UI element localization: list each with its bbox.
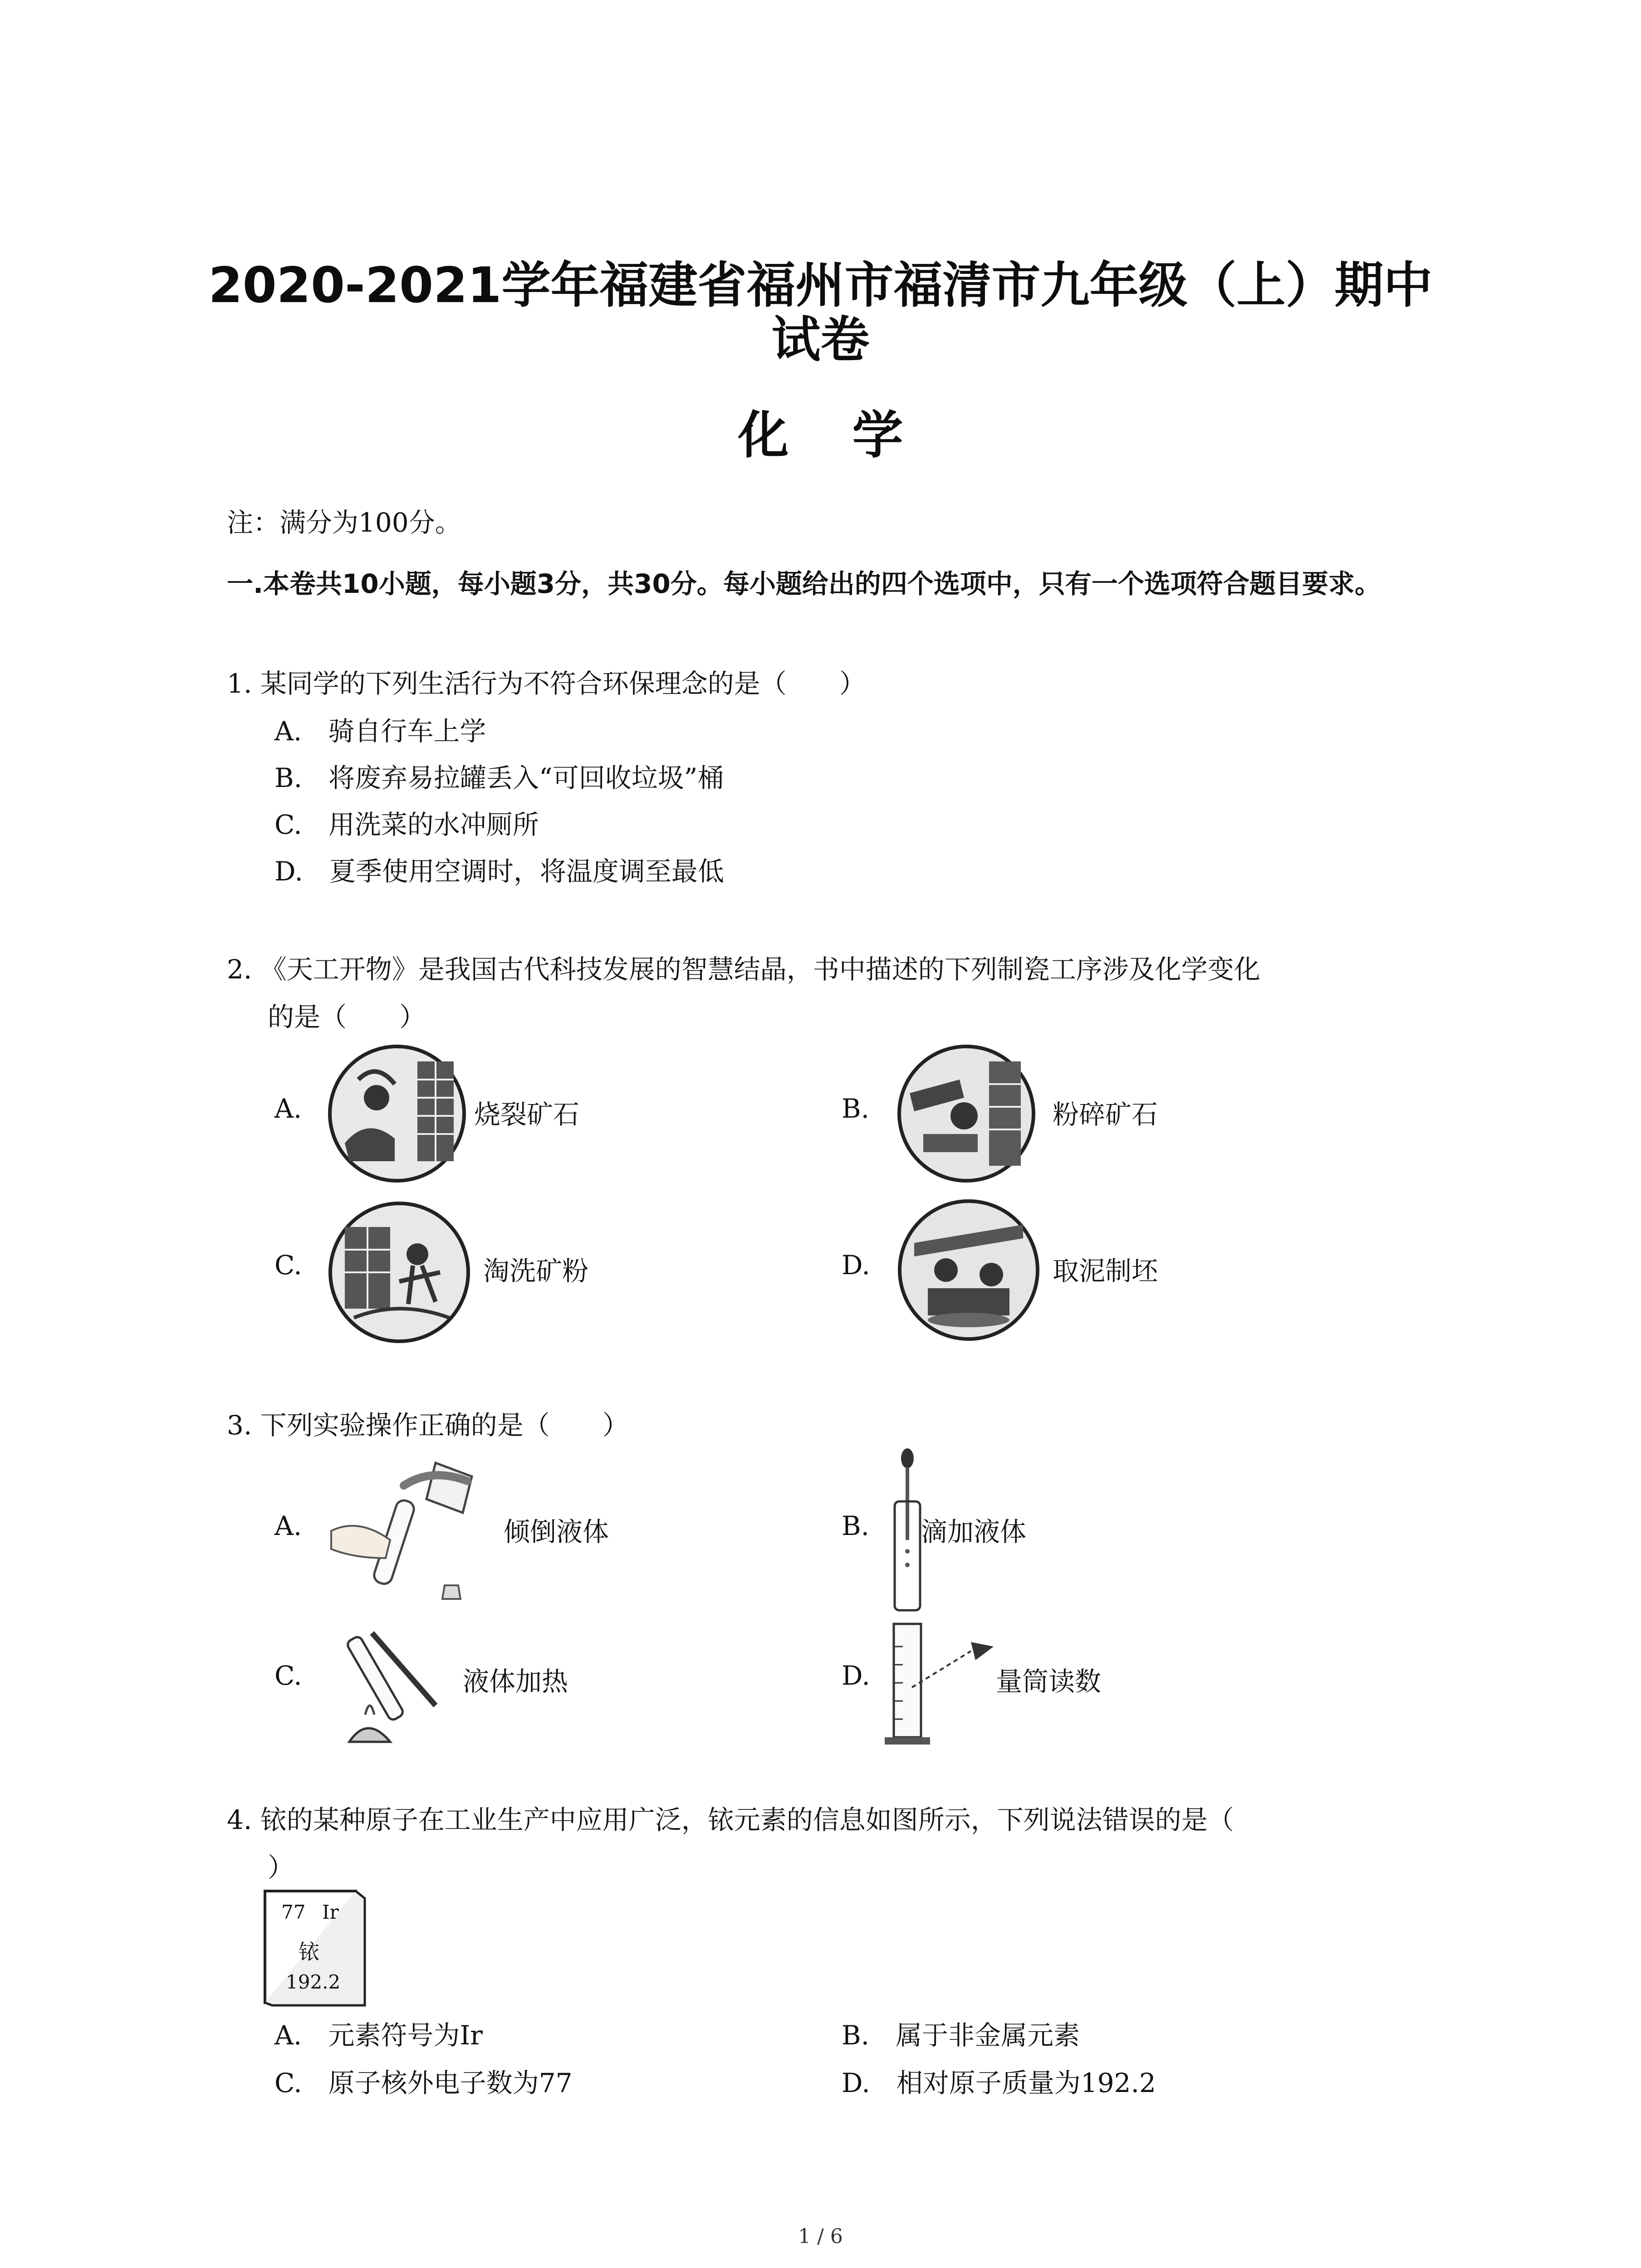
score-note: 注：满分为100分。	[227, 507, 461, 538]
q1-option-a: A. 骑自行车上学	[274, 716, 486, 747]
q2-option-d-letter: D.	[842, 1250, 870, 1281]
q1-option-c: C. 用洗菜的水冲厕所	[274, 809, 539, 840]
element-symbol: Ir	[322, 1901, 339, 1923]
q3-option-b-label: 滴加液体	[921, 1516, 1027, 1547]
q2-stem-line1: 2. 《天工开物》是我国古代科技发展的智慧结晶，书中描述的下列制瓷工序涉及化学变化	[227, 954, 1260, 985]
exam-title-line2: 试卷	[771, 312, 870, 368]
q3-option-a-letter: A.	[274, 1510, 302, 1541]
q1-option-d: D. 夏季使用空调时，将温度调至最低	[274, 856, 724, 887]
section-one-instructions: 一.本卷共10小题，每小题3分，共30分。每小题给出的四个选项中，只有一个选项符合题目要求。	[227, 568, 1381, 599]
q2-option-b-letter: B.	[842, 1093, 870, 1124]
page-number: 1 / 6	[798, 2225, 843, 2248]
q3-option-c-label: 液体加热	[463, 1666, 568, 1697]
q3-option-a-label: 倾倒液体	[504, 1516, 609, 1547]
q3-option-b-letter: B.	[842, 1510, 870, 1541]
q2-stem-line2: 的是（ ）	[268, 1002, 426, 1032]
q2-option-c-label: 淘洗矿粉	[483, 1256, 589, 1286]
atomic-number: 77	[281, 1901, 306, 1923]
heating-liquid-illustration	[318, 1615, 463, 1751]
q4-stem-line2: ）	[268, 1852, 294, 1883]
q1-stem: 1. 某同学的下列生活行为不符合环保理念的是（ ）	[227, 668, 866, 699]
q2-option-a-label: 烧裂矿石	[474, 1099, 580, 1130]
ore-crushing-illustration	[896, 1043, 1037, 1184]
q1-option-b: B. 将废弃易拉罐丢入“可回收垃圾”桶	[274, 763, 724, 793]
q4-option-d: D. 相对原子质量为192.2	[842, 2068, 1156, 2098]
pouring-liquid-illustration	[322, 1449, 504, 1613]
atomic-mass: 192.2	[286, 1971, 341, 1993]
q3-option-c-letter: C.	[274, 1660, 302, 1691]
q3-stem: 3. 下列实验操作正确的是（ ）	[227, 1410, 629, 1441]
iridium-element-card	[263, 1889, 367, 2007]
q4-stem-line1: 4. 铱的某种原子在工业生产中应用广泛，铱元素的信息如图所示，下列说法错误的是（	[227, 1804, 1234, 1835]
q4-option-a: A. 元素符号为Ir	[274, 2020, 483, 2051]
q2-option-d-label: 取泥制坯	[1053, 1256, 1158, 1286]
clay-shaping-illustration	[896, 1198, 1041, 1343]
q4-option-c: C. 原子核外电子数为77	[274, 2068, 573, 2098]
ore-washing-illustration	[327, 1200, 472, 1345]
q2-option-c-letter: C.	[274, 1250, 302, 1281]
element-name: 铱	[299, 1940, 319, 1964]
q3-option-d-label: 量筒读数	[996, 1666, 1102, 1697]
subject-title: 化学	[738, 406, 967, 465]
q4-option-b: B. 属于非金属元素	[842, 2020, 1080, 2051]
kiln-firing-illustration	[327, 1043, 467, 1184]
graduated-cylinder-illustration	[885, 1615, 1003, 1751]
q3-option-d-letter: D.	[842, 1660, 870, 1691]
q2-option-b-label: 粉碎矿石	[1053, 1099, 1158, 1130]
q2-option-a-letter: A.	[274, 1093, 302, 1124]
exam-title-line1: 2020-2021学年福建省福州市福清市九年级（上）期中	[208, 257, 1433, 314]
